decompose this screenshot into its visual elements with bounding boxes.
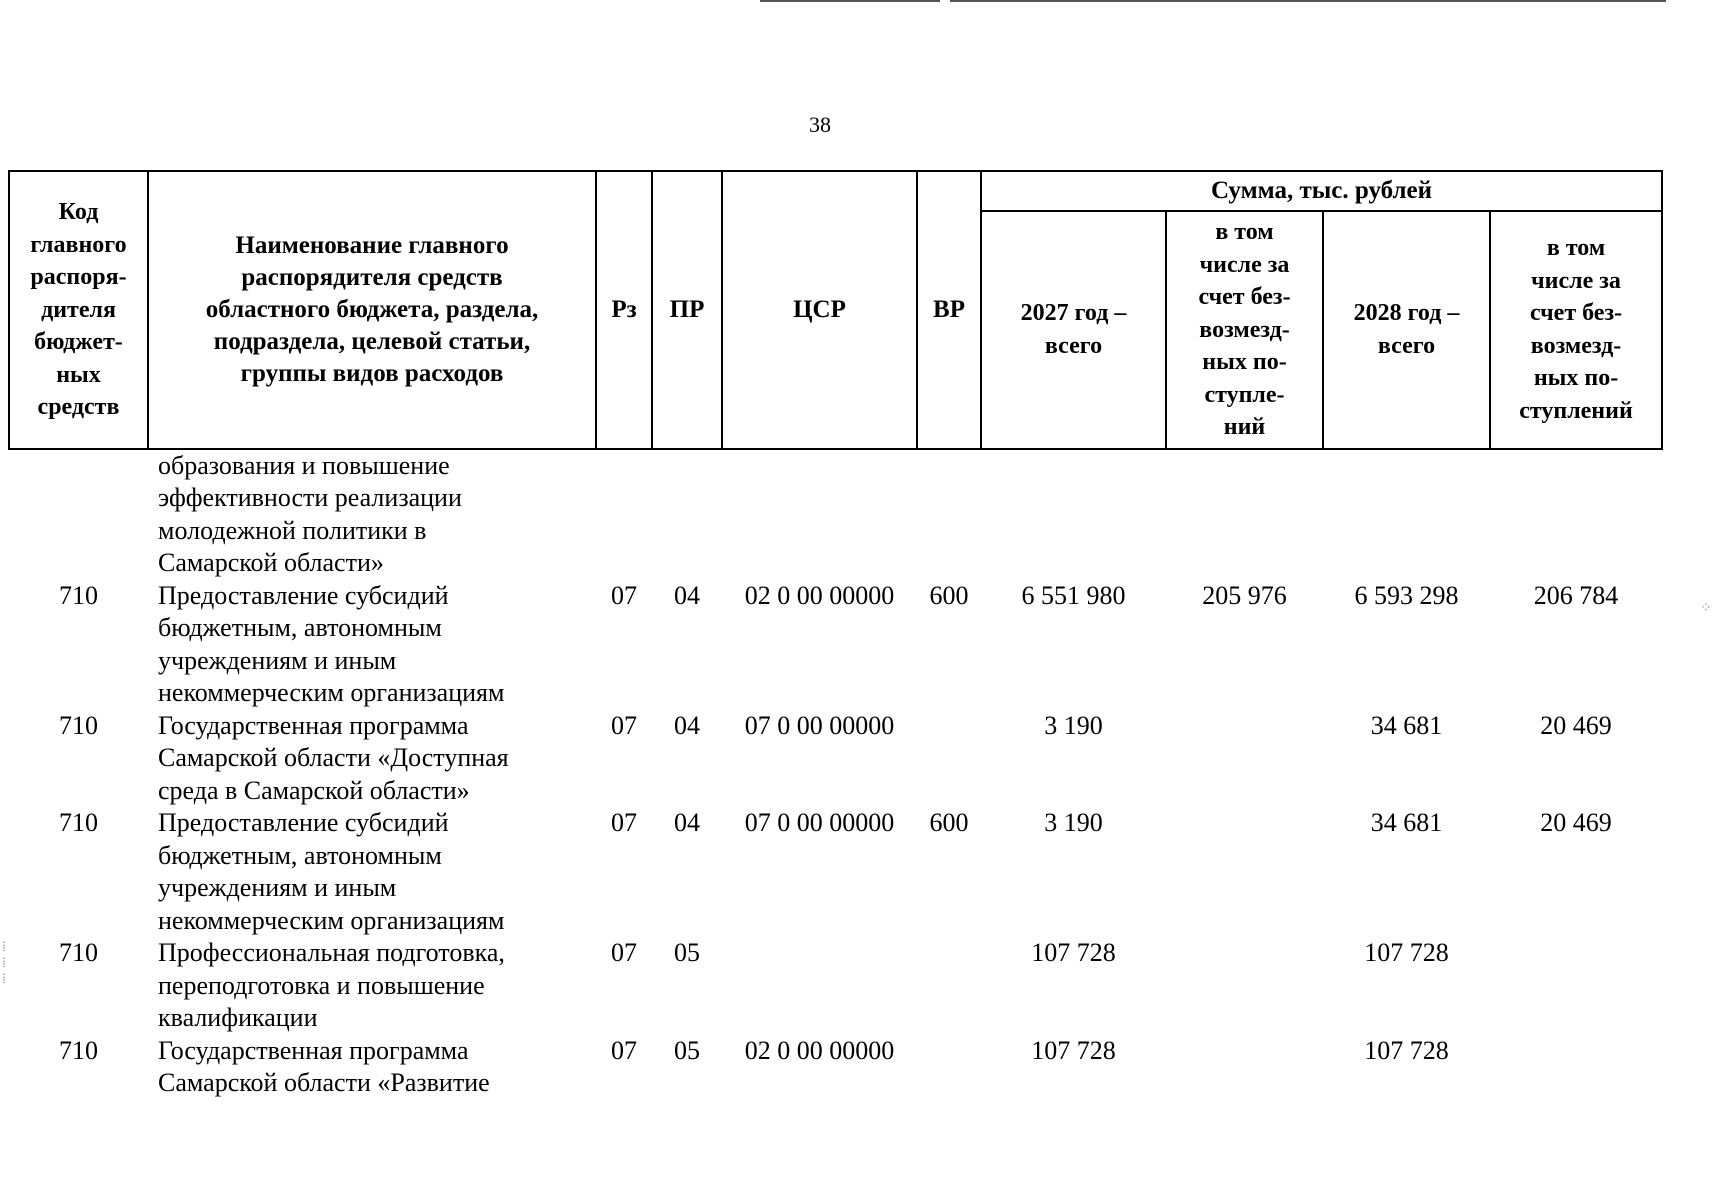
cell-csr: 02 0 00 00000 (744, 580, 895, 610)
header-line: ступле- (1204, 381, 1285, 408)
scan-artifact-right: ⁘ (1700, 601, 1712, 616)
header-line: в том (1215, 219, 1274, 245)
header-line: возмезд- (1199, 316, 1290, 343)
header-line: подраздела, целевой статьи, (213, 327, 531, 355)
cell-2027-total: 107 728 (1031, 1035, 1116, 1065)
cell-2028-total (1323, 449, 1490, 580)
cell-2028-free: 20 469 (1540, 808, 1612, 837)
cell-2027-total (981, 449, 1166, 580)
header-line: дителя (41, 296, 116, 323)
cell-2028-total: 107 728 (1364, 1035, 1449, 1065)
cell-2028-free: 20 469 (1540, 710, 1612, 740)
header-2028-total (1323, 211, 1490, 449)
table-row (9, 1035, 1662, 1100)
header-line: главного (30, 231, 127, 258)
name-line: некоммерческим организациям (158, 905, 505, 935)
table-row (9, 807, 1662, 937)
cell-rz: 07 (611, 1035, 637, 1065)
table-body (9, 449, 1662, 1100)
cell-vr (917, 710, 981, 808)
cell-2027-free: 205 976 (1202, 580, 1287, 610)
budget-table (8, 170, 1663, 1100)
header-2027-free-lines (1171, 216, 1318, 444)
header-line: ступлений (1519, 397, 1633, 424)
header-line: 2028 год – (1353, 300, 1460, 327)
header-csr: ЦСР (722, 171, 917, 449)
header-line: числе за (1531, 267, 1621, 294)
name-line: Государственная программа (158, 1035, 469, 1065)
cell-2028-free (1490, 937, 1662, 1035)
name-line: образования и повышение (158, 450, 450, 480)
header-line: Код (58, 199, 99, 225)
name-line: среда в Самарской области» (158, 775, 470, 805)
name-line: Государственная программа (158, 710, 469, 740)
name-line: бюджетным, автономным (158, 613, 442, 642)
cell-2027-free (1166, 937, 1323, 1035)
cell-pr: 05 (674, 1035, 700, 1065)
name-line: квалификации (158, 1003, 318, 1032)
name-line: Предоставление субсидий (158, 808, 449, 837)
cell-vr: 600 (929, 580, 969, 610)
cell-csr (722, 449, 917, 580)
scan-top-rule-right (950, 0, 1666, 2)
cell-2027-total: 3 190 (1044, 808, 1103, 837)
cell-vr: 600 (929, 808, 969, 837)
header-line: группы видов расходов (240, 359, 504, 387)
header-2028-total-lines (1328, 297, 1485, 362)
cell-2027-total: 6 551 980 (1021, 580, 1126, 610)
cell-2028-free: 206 784 (1533, 580, 1619, 610)
cell-pr: 04 (674, 808, 700, 837)
header-line: ний (1223, 414, 1266, 440)
cell-code: 710 (59, 808, 98, 837)
header-line: числе за (1199, 251, 1290, 278)
cell-rz: 07 (611, 938, 637, 967)
name-line: Профессиональная подготовка, (158, 938, 505, 967)
cell-name (148, 937, 596, 1035)
cell-csr: 07 0 00 00000 (744, 710, 895, 740)
header-name-lines (153, 230, 591, 390)
cell-vr (917, 1035, 981, 1100)
cell-code: 710 (59, 580, 98, 610)
header-line: 2027 год – (1020, 300, 1127, 327)
cell-2027-free (1166, 1035, 1323, 1100)
scan-artifact-left: ⁞ ⁞ ⁞ (2, 940, 6, 987)
table-row (9, 580, 1662, 710)
header-2027-total-lines (986, 297, 1161, 362)
cell-code (9, 449, 148, 580)
name-line: Самарской области «Доступная (158, 743, 509, 772)
name-line: Самарской области» (158, 548, 384, 577)
name-line: молодежной политики в (158, 515, 427, 545)
cell-name (148, 710, 596, 808)
cell-2027-total: 3 190 (1044, 710, 1103, 740)
cell-csr: 02 0 00 00000 (744, 1035, 895, 1065)
cell-2028-total: 34 681 (1370, 710, 1443, 740)
table-row (9, 710, 1662, 808)
cell-2027-total: 107 728 (1031, 938, 1116, 967)
header-line: областного бюджета, раздела, (205, 295, 539, 323)
cell-rz (596, 449, 652, 580)
page-number: 38 (809, 112, 831, 137)
cell-2027-free (1166, 807, 1323, 937)
cell-code: 710 (59, 938, 98, 967)
cell-rz: 07 (611, 580, 637, 610)
header-line: счет без- (1529, 300, 1623, 327)
header-2028-free (1490, 211, 1662, 449)
name-line: Самарской области «Развитие (158, 1068, 490, 1097)
header-line: всего (1377, 332, 1436, 359)
header-rz: Рз (596, 171, 652, 449)
header-sum: Сумма, тыс. рублей (981, 171, 1662, 211)
scan-top-rule-left (760, 0, 940, 2)
cell-vr (917, 937, 981, 1035)
cell-vr (917, 449, 981, 580)
cell-code: 710 (59, 710, 98, 740)
table-row (9, 449, 1662, 580)
cell-2027-free (1166, 710, 1323, 808)
header-code-lines (14, 196, 143, 424)
header-line: всего (1044, 332, 1103, 359)
header-line: Наименование главного (235, 231, 509, 259)
cell-name (148, 807, 596, 937)
name-line: эффективности реализации (158, 483, 462, 512)
cell-pr: 04 (674, 580, 700, 610)
cell-name (148, 449, 596, 580)
header-line: ных по- (1533, 365, 1619, 392)
cell-rz: 07 (611, 808, 637, 837)
cell-name (148, 580, 596, 710)
header-line: счет без- (1198, 284, 1291, 310)
header-2028-free-lines (1495, 232, 1657, 427)
cell-pr: 04 (674, 710, 700, 740)
header-line: средств (37, 394, 120, 420)
header-line: возмезд- (1530, 332, 1622, 359)
name-line: Предоставление субсидий (158, 580, 449, 610)
cell-pr: 05 (674, 938, 700, 967)
cell-name (148, 1035, 596, 1100)
header-2027-free (1166, 211, 1323, 449)
cell-pr (652, 449, 722, 580)
header-line: ных (56, 361, 101, 388)
header-pr: ПР (652, 171, 722, 449)
cell-csr (722, 937, 917, 1035)
name-line: учреждениям и иным (158, 873, 397, 902)
header-line: распорядителя средств (241, 263, 503, 291)
header-line: в том (1546, 235, 1606, 262)
header-line: распоря- (30, 264, 127, 290)
header-2027-total (981, 211, 1166, 449)
cell-2028-total: 107 728 (1364, 938, 1449, 967)
header-line: бюджет- (34, 329, 123, 355)
cell-csr: 07 0 00 00000 (744, 808, 895, 837)
cell-2027-free (1166, 449, 1323, 580)
name-line: некоммерческим организациям (158, 678, 505, 707)
header-name (148, 171, 596, 449)
cell-code: 710 (59, 1035, 98, 1065)
cell-2028-total: 34 681 (1370, 808, 1443, 837)
table-header (9, 171, 1662, 449)
cell-2028-free (1490, 1035, 1662, 1100)
table-row (9, 937, 1662, 1035)
cell-rz: 07 (611, 710, 637, 740)
cell-2028-total: 6 593 298 (1354, 580, 1459, 610)
name-line: бюджетным, автономным (158, 840, 442, 870)
cell-2028-free (1490, 449, 1662, 580)
name-line: переподготовка и повышение (158, 970, 485, 1000)
name-line: учреждениям и иным (158, 645, 397, 675)
header-vr: ВР (917, 171, 981, 449)
header-line: ных по- (1202, 349, 1287, 375)
header-code (9, 171, 148, 449)
